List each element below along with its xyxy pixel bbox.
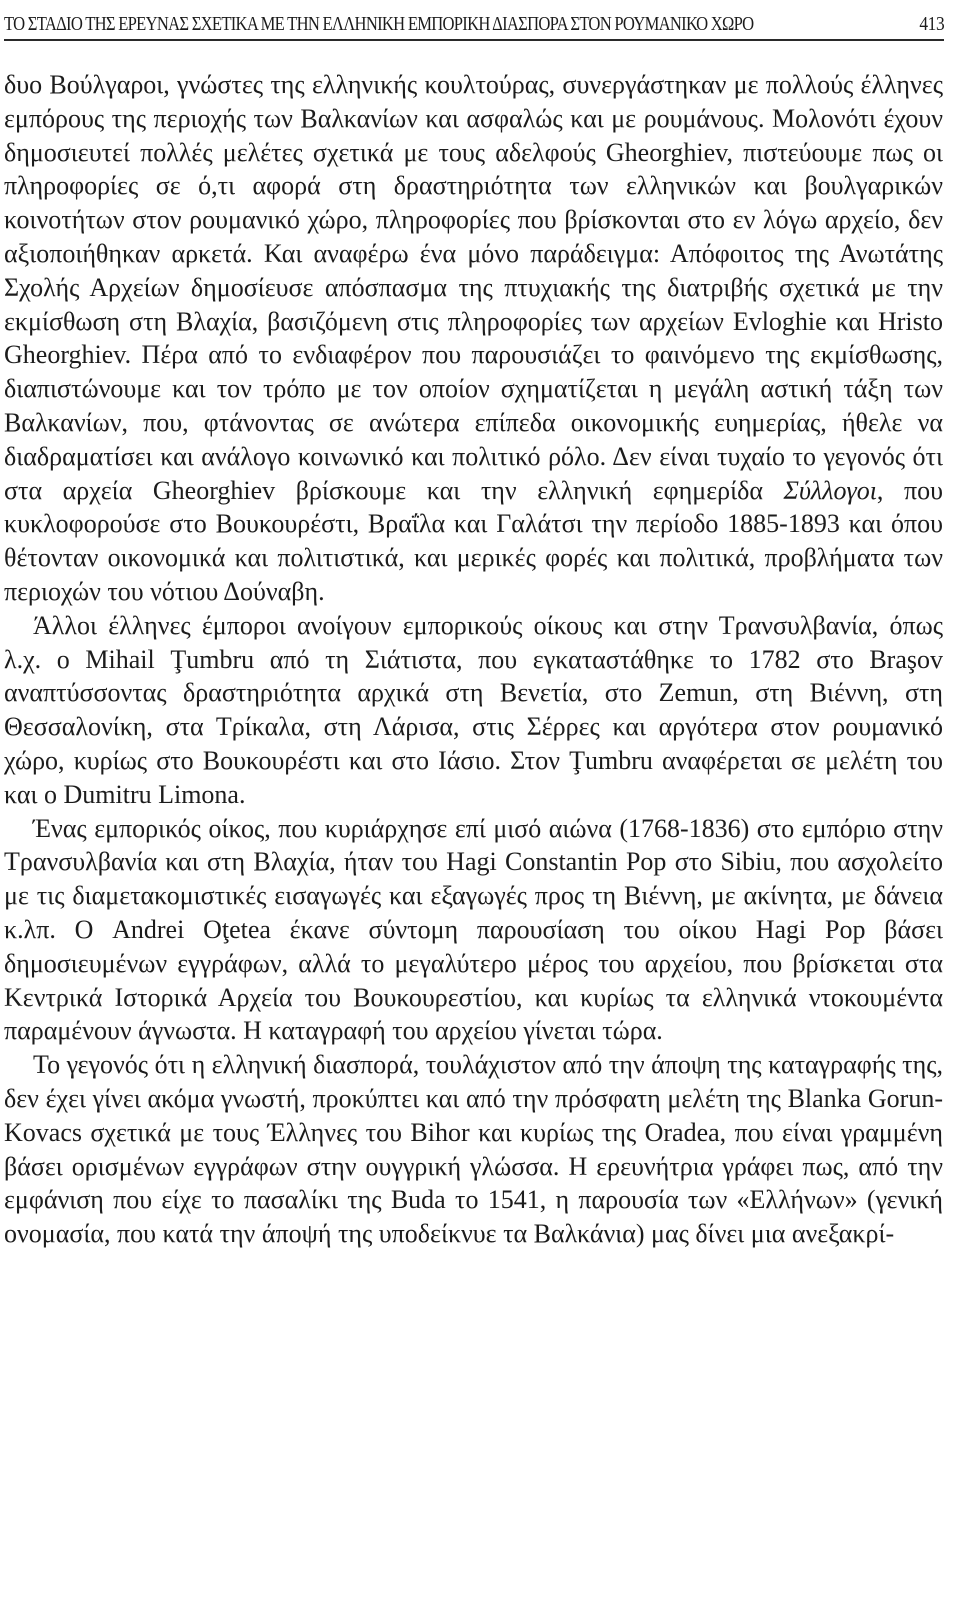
paragraph-gheorghiev-archive [4,68,943,609]
paragraph-text: δυο Βούλγαροι, γνώστες της ελληνικής κουλτούρας, συνεργάστηκαν με πολλούς έλληνες εμπόρους της περιοχής των Βαλκανίων και ασφαλώς και με ρουμάνους. Μολονότι έχουν δημοσιευτεί πολλές μελέτες σχετικά με τους αδελφούς Gheorghiev, πιστεύουμε πως οι πληροφορίες σε ό,τι αφορά στη δραστηριότητα των ελληνικών και βουλγαρικών κοινοτήτων στον ρουμανικό χώρο, πληροφορίες που βρίσκονται στο εν λόγω αρχείο, δεν αξιοποιήθηκαν αρκετά. Και αναφέρω ένα μόνο παράδειγμα: Απόφοιτος της Ανωτάτης Σχολής Αρχείων δημοσίευσε απόσπασμα της πτυχιακής της διατριβής σχετικά με την εκμίσθωση στη Βλαχία, βασιζόμενη στις πληροφορίες των αρχείων Evloghie και Hristo Gheorghiev. Πέρα από το ενδιαφέρον που παρουσιάζει το φαινόμενο της εκμίσθωσης, διαπιστώνουμε και τον τρόπο με τον οποίον σχηματίζεται η μεγάλη αστική τάξη των Βαλκανίων, που, φτάνοντας σε ανώτερα επίπεδα οικονομικής ευημερίας, ήθελε να διαδραματίσει και ανάλογο κοινωνικό και πολιτικό ρόλο. Δεν είναι τυχαίο το γεγονός ότι στα αρχεία Gheorghiev βρίσκουμε και την ελληνική εφημερίδα [4,70,943,505]
newspaper-title: Σύλλογοι [783,475,877,505]
paragraph-text: , που κυκλοφορούσε στο Βουκουρέστι, Βραΐλα και Γαλάτσι την περίοδο 1885-1893 και όπου θέτονταν οικονομικά και πολιτιστικά, και μερικές φορές και πολιτικά, προβλήματα των περιοχών του νότιου Δούναβη. [4,475,943,606]
paragraph-transylvania-merchants: Άλλοι έλληνες έμποροι ανοίγουν εμπορικούς οίκους και στην Τρανσυλβανία, όπως λ.χ. ο Mihail Ţumbru από τη Σιάτιστα, που εγκαταστάθηκε το 1782 στο Braşov αναπτύσσοντας δραστηριότητα αρχικά στη Βενετία, στο Zemun, στη Βιέννη, στη Θεσσαλονίκη, στα Τρίκαλα, στη Λάρισα, στις Σέρρες και αργότερα στον ρουμανικό χώρο, κυρίως στο Βουκουρέστι και στο Ιάσιο. Στον Ţumbru αναφέρεται σε μελέτη του και ο Dumitru Limona. [4,610,943,809]
paragraph-greek-diaspora: Το γεγονός ότι η ελληνική διασπορά, τουλάχιστον από την άποψη της καταγραφής της, δεν έχει γίνει ακόμα γνωστή, προκύπτει και από την πρόσφατη μελέτη της Blanka Gorun-Kovacs σχετικά με τους Έλληνες του Bihor και κυρίως της Oradea, που είναι γραμμένη βάσει ορισμένων εγγράφων στην ουγγρική γλώσσα. Η ερευνήτρια γράφει πως, από την εμφάνιση που είχε το πασαλίκι της Buda το 1541, η παρουσία των «Ελλήνων» (γενική ονομασία, που κατά την άποψή της υποδείκνυε τα Βαλκάνια) μας δίνει μια ανεξακρί- [4,1050,943,1249]
paragraph-hagi-pop-house: Ένας εμπορικός οίκος, που κυριάρχησε επί μισό αιώνα (1768-1836) στο εμπόριο στην Τρανσυλβανία και στη Βλαχία, ήταν του Hagi Constantin Pop στο Sibiu, που ασχολείτο με τις διαμετακομιστικές εισαγωγές και εξαγωγές προς τη Βιέννη, με ακίνητα, με δάνεια κ.λπ. Ο Andrei Oţetea έκανε σύντομη παρουσίαση του οίκου Hagi Pop βάσει δημοσιευμένων εγγράφων, αλλά το μεγαλύτερο μέρος του αρχείου, που βρίσκεται στα Κεντρικά Ιστορικά Αρχεία του Βουκουρεστίου, και κυρίως τα ελληνικά ντοκουμέντα παραμένουν άγνωστα. Η καταγραφή του αρχείου γίνεται τώρα. [4,813,943,1046]
page-number: 413 [919,13,944,35]
running-title: ΤΟ ΣΤΑΔΙΟ ΤΗΣ ΕΡΕΥΝΑΣ ΣΧΕΤΙΚΑ ΜΕ ΤΗΝ ΕΛΛΗΝΙΚΗ ΕΜΠΟΡΙΚΗ ΔΙΑΣΠΟΡΑ ΣΤΟΝ ΡΟΥΜΑΝΙΚΟ ΧΩΡΟ [4,13,754,35]
running-header [4,9,944,41]
body-text [4,68,943,1251]
